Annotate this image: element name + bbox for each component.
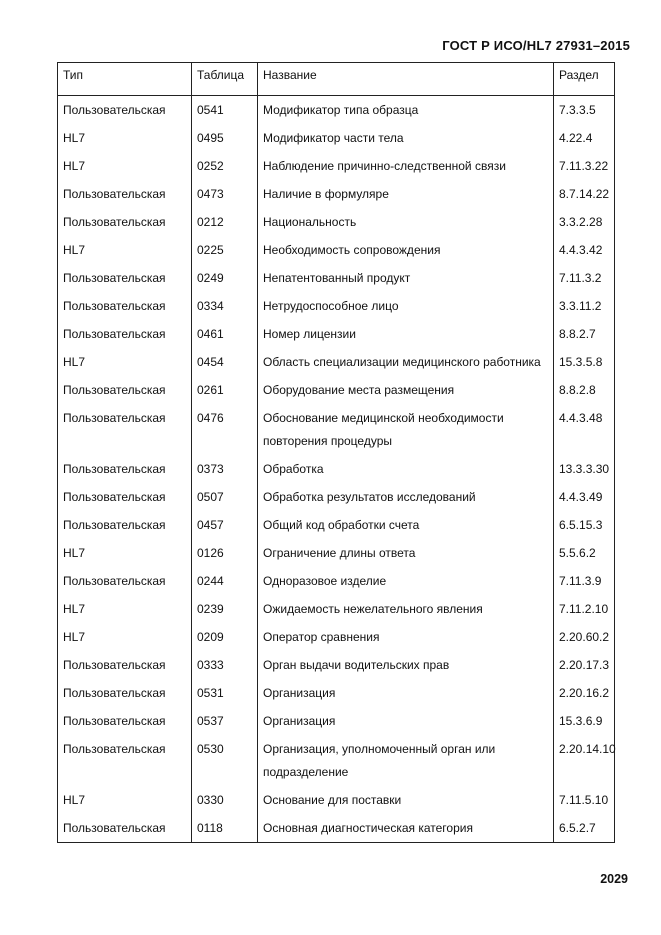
cell-section: 4.4.3.49	[554, 483, 615, 511]
cell-table-number: 0118	[192, 814, 258, 843]
cell-section: 2.20.14.10	[554, 735, 615, 786]
cell-type: HL7	[58, 236, 192, 264]
cell-type: Пользовательская	[58, 455, 192, 483]
cell-name: Основание для поставки	[258, 786, 554, 814]
cell-table-number: 0461	[192, 320, 258, 348]
cell-name: Организация	[258, 707, 554, 735]
cell-table-number: 0530	[192, 735, 258, 786]
cell-name: Организация, уполномоченный орган или подразделение	[258, 735, 554, 786]
cell-section: 7.11.3.22	[554, 152, 615, 180]
cell-section: 8.8.2.8	[554, 376, 615, 404]
cell-section: 5.5.6.2	[554, 539, 615, 567]
cell-type: HL7	[58, 152, 192, 180]
cell-section: 13.3.3.30	[554, 455, 615, 483]
table-row	[58, 595, 615, 623]
table-row	[58, 348, 615, 376]
table-row	[58, 96, 615, 125]
table-row	[58, 679, 615, 707]
cell-section: 8.8.2.7	[554, 320, 615, 348]
cell-section: 7.3.3.5	[554, 96, 615, 125]
cell-type: Пользовательская	[58, 96, 192, 125]
cell-name: Наблюдение причинно-следственной связи	[258, 152, 554, 180]
cell-table-number: 0476	[192, 404, 258, 455]
table-row	[58, 124, 615, 152]
cell-section: 7.11.2.10	[554, 595, 615, 623]
table-header-row	[58, 63, 615, 96]
table-header	[58, 63, 615, 96]
cell-section: 4.4.3.48	[554, 404, 615, 455]
cell-name: Область специализации медицинского работника	[258, 348, 554, 376]
cell-name: Национальность	[258, 208, 554, 236]
column-header-name: Название	[258, 63, 554, 96]
cell-type: Пользовательская	[58, 814, 192, 843]
cell-type: HL7	[58, 786, 192, 814]
table-body	[58, 96, 615, 843]
cell-type: HL7	[58, 124, 192, 152]
cell-type: Пользовательская	[58, 320, 192, 348]
cell-table-number: 0507	[192, 483, 258, 511]
cell-table-number: 0457	[192, 511, 258, 539]
reference-table	[57, 62, 615, 843]
cell-name: Необходимость сопровождения	[258, 236, 554, 264]
cell-table-number: 0495	[192, 124, 258, 152]
column-header-type: Тип	[58, 63, 192, 96]
cell-type: Пользовательская	[58, 180, 192, 208]
cell-name: Номер лицензии	[258, 320, 554, 348]
column-header-section: Раздел	[554, 63, 615, 96]
cell-type: Пользовательская	[58, 264, 192, 292]
cell-table-number: 0252	[192, 152, 258, 180]
cell-name: Ожидаемость нежелательного явления	[258, 595, 554, 623]
cell-name: Непатентованный продукт	[258, 264, 554, 292]
cell-table-number: 0531	[192, 679, 258, 707]
cell-section: 7.11.5.10	[554, 786, 615, 814]
cell-type: Пользовательская	[58, 483, 192, 511]
cell-type: HL7	[58, 348, 192, 376]
table-row	[58, 152, 615, 180]
cell-type: Пользовательская	[58, 292, 192, 320]
cell-section: 4.22.4	[554, 124, 615, 152]
table-row	[58, 404, 615, 455]
cell-table-number: 0473	[192, 180, 258, 208]
cell-section: 2.20.60.2	[554, 623, 615, 651]
cell-name: Орган выдачи водительских прав	[258, 651, 554, 679]
cell-name: Одноразовое изделие	[258, 567, 554, 595]
cell-table-number: 0261	[192, 376, 258, 404]
table-row	[58, 236, 615, 264]
table-row	[58, 292, 615, 320]
cell-section: 3.3.2.28	[554, 208, 615, 236]
cell-type: Пользовательская	[58, 511, 192, 539]
page-number: 2029	[600, 872, 628, 886]
cell-table-number: 0334	[192, 292, 258, 320]
cell-table-number: 0454	[192, 348, 258, 376]
table-row	[58, 623, 615, 651]
table-row	[58, 786, 615, 814]
cell-type: Пользовательская	[58, 679, 192, 707]
table-row	[58, 707, 615, 735]
cell-section: 15.3.6.9	[554, 707, 615, 735]
cell-table-number: 0239	[192, 595, 258, 623]
table-row	[58, 264, 615, 292]
table-row	[58, 539, 615, 567]
cell-section: 4.4.3.42	[554, 236, 615, 264]
column-header-table: Таблица	[192, 63, 258, 96]
cell-section: 6.5.15.3	[554, 511, 615, 539]
table-row	[58, 735, 615, 786]
cell-section: 6.5.2.7	[554, 814, 615, 843]
cell-name: Обработка	[258, 455, 554, 483]
table-row	[58, 180, 615, 208]
cell-section: 7.11.3.9	[554, 567, 615, 595]
cell-name: Модификатор части тела	[258, 124, 554, 152]
cell-type: Пользовательская	[58, 651, 192, 679]
cell-name: Общий код обработки счета	[258, 511, 554, 539]
cell-type: Пользовательская	[58, 735, 192, 786]
table-row	[58, 320, 615, 348]
cell-name: Оборудование места размещения	[258, 376, 554, 404]
cell-section: 15.3.5.8	[554, 348, 615, 376]
table-row	[58, 651, 615, 679]
cell-name: Обоснование медицинской необходимости повторения процедуры	[258, 404, 554, 455]
table-row	[58, 376, 615, 404]
table-row	[58, 483, 615, 511]
cell-type: Пользовательская	[58, 567, 192, 595]
cell-table-number: 0225	[192, 236, 258, 264]
cell-type: Пользовательская	[58, 707, 192, 735]
cell-section: 8.7.14.22	[554, 180, 615, 208]
cell-name: Основная диагностическая категория	[258, 814, 554, 843]
cell-type: Пользовательская	[58, 376, 192, 404]
document-header: ГОСТ Р ИСО/HL7 27931–2015	[442, 38, 630, 53]
cell-table-number: 0330	[192, 786, 258, 814]
cell-section: 7.11.3.2	[554, 264, 615, 292]
cell-name: Оператор сравнения	[258, 623, 554, 651]
cell-type: Пользовательская	[58, 404, 192, 455]
cell-name: Нетрудоспособное лицо	[258, 292, 554, 320]
cell-table-number: 0126	[192, 539, 258, 567]
table-row	[58, 208, 615, 236]
table-row	[58, 567, 615, 595]
cell-table-number: 0373	[192, 455, 258, 483]
cell-type: HL7	[58, 539, 192, 567]
cell-name: Организация	[258, 679, 554, 707]
cell-type: HL7	[58, 595, 192, 623]
table-row	[58, 814, 615, 843]
cell-name: Обработка результатов исследований	[258, 483, 554, 511]
cell-name: Ограничение длины ответа	[258, 539, 554, 567]
cell-table-number: 0249	[192, 264, 258, 292]
cell-table-number: 0212	[192, 208, 258, 236]
cell-section: 2.20.17.3	[554, 651, 615, 679]
cell-name: Модификатор типа образца	[258, 96, 554, 125]
table-row	[58, 511, 615, 539]
cell-type: HL7	[58, 623, 192, 651]
cell-table-number: 0209	[192, 623, 258, 651]
cell-table-number: 0541	[192, 96, 258, 125]
cell-section: 3.3.11.2	[554, 292, 615, 320]
cell-table-number: 0333	[192, 651, 258, 679]
table-row	[58, 455, 615, 483]
cell-type: Пользовательская	[58, 208, 192, 236]
cell-section: 2.20.16.2	[554, 679, 615, 707]
cell-table-number: 0244	[192, 567, 258, 595]
cell-name: Наличие в формуляре	[258, 180, 554, 208]
cell-table-number: 0537	[192, 707, 258, 735]
